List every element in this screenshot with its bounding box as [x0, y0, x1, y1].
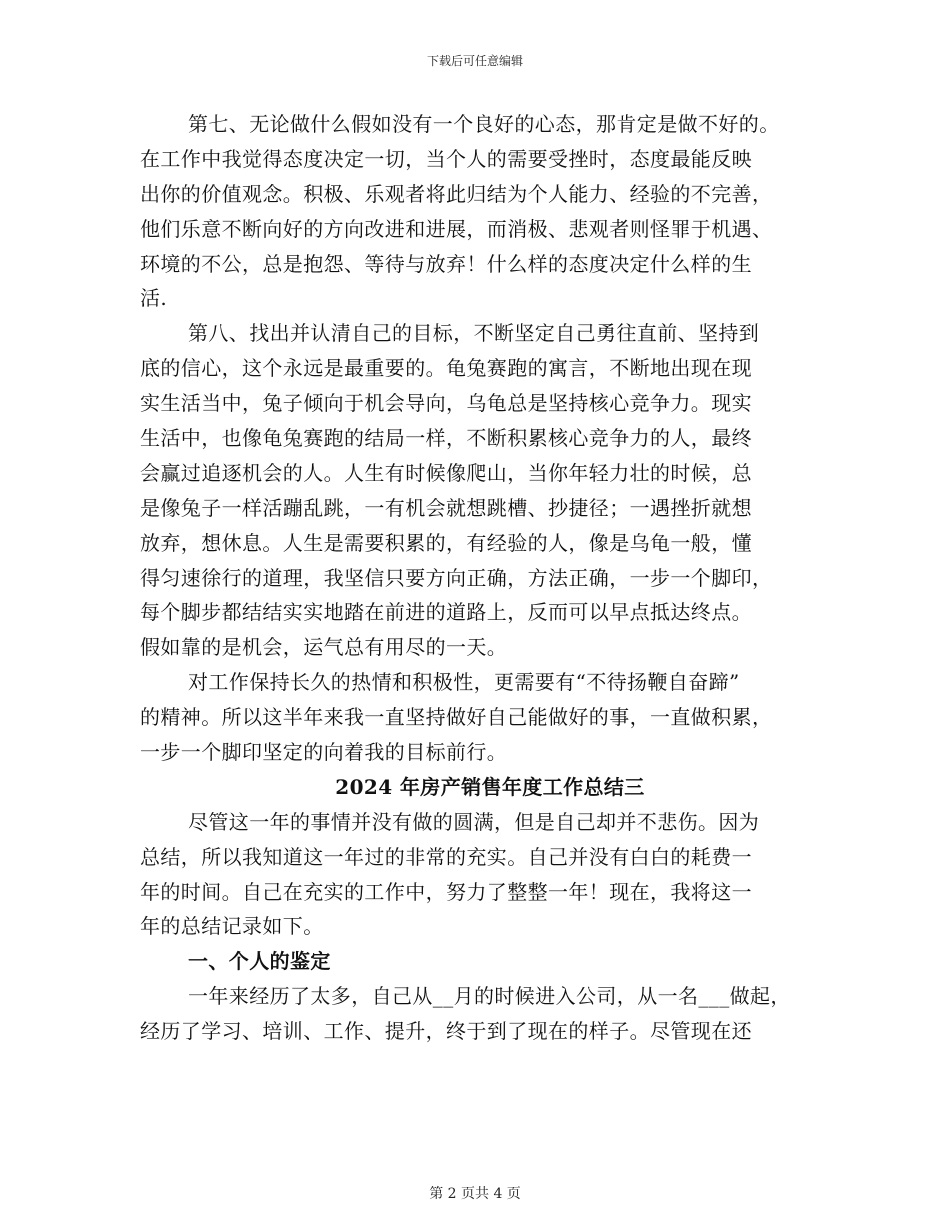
text-line: 是像兔子一样活蹦乱跳，一有机会就想跳槽、抄捷径；一遇挫折就想 — [140, 495, 752, 520]
text-line: 经历了学习、培训、工作、提升，终于到了现在的样子。尽管现在还 — [140, 1019, 752, 1044]
text-line: 尽管这一年的事情并没有做的圆满，但是自己却并不悲伤。因为 — [188, 809, 760, 834]
text-line: 第七、无论做什么假如没有一个良好的心态，那肯定是做不好的。 — [188, 112, 780, 136]
text-line: 会赢过追逐机会的人。人生有时候像爬山，当你年轻力壮的时候，总 — [140, 460, 752, 485]
text-line: 年的时间。自己在充实的工作中，努力了整整一年！现在，我将这一 — [140, 879, 752, 904]
text-line: 假如靠的是机会，运气总有用尽的一天。 — [140, 635, 508, 660]
text-line: 活. — [140, 286, 168, 311]
text-line: 在工作中我觉得态度决定一切，当个人的需要受挫时，态度最能反映 — [140, 146, 752, 171]
text-line: 第八、找出并认清自己的目标，不断坚定自己勇往直前、坚持到 — [188, 321, 760, 346]
text-line: 总结，所以我知道这一年过的非常的充实。自己并没有白白的耗费一 — [140, 844, 752, 869]
text-line: 年的总结记录如下。 — [140, 914, 324, 939]
page-header: 下载后可任意编辑 — [426, 54, 523, 68]
text-line: 出你的价值观念。积极、乐观者将此归结为个人能力、经验的不完善， — [140, 181, 773, 206]
text-line: 底的信心，这个永远是最重要的。龟兔赛跑的寓言，不断地出现在现 — [140, 356, 752, 381]
text-line: 一步一个脚印坚定的向着我的目标前行。 — [140, 740, 508, 765]
text-line: 生活中，也像龟兔赛跑的结局一样，不断积累核心竞争力的人，最终 — [140, 426, 752, 451]
document-body — [140, 107, 840, 1049]
subsection-heading: 一、个人的鉴定 — [188, 949, 331, 974]
text-line: 得匀速徐行的道理，我坚信只要方向正确，方法正确，一步一个脚印， — [140, 565, 773, 590]
text-line: 每个脚步都结结实实地踏在前进的道路上，反而可以早点抵达终点。 — [140, 600, 752, 625]
section-heading: 2024 年房产销售年度工作总结三 — [335, 774, 645, 799]
text-line: 他们乐意不断向好的方向改进和进展，而消极、悲观者则怪罪于机遇、 — [140, 216, 773, 241]
text-line: 一年来经历了太多，自己从__月的时候进入公司，从一名___做起， — [188, 984, 791, 1009]
text-line: 环境的不公，总是抱怨、等待与放弃！什么样的态度决定什么样的生 — [140, 251, 752, 276]
text-line: 实生活当中，兔子倾向于机会导向，乌龟总是坚持核心竞争力。现实 — [140, 391, 752, 416]
text-line: 的精神。所以这半年来我一直坚持做好自己能做好的事，一直做积累， — [140, 705, 773, 730]
text-line: 对工作保持长久的热情和积极性，更需要有“不待扬鞭自奋蹄” — [188, 670, 740, 695]
text-line: 放弃，想休息。人生是需要积累的，有经验的人，像是乌龟一般，懂 — [140, 530, 752, 555]
page-footer: 第 2 页共 4 页 — [429, 1186, 521, 1202]
